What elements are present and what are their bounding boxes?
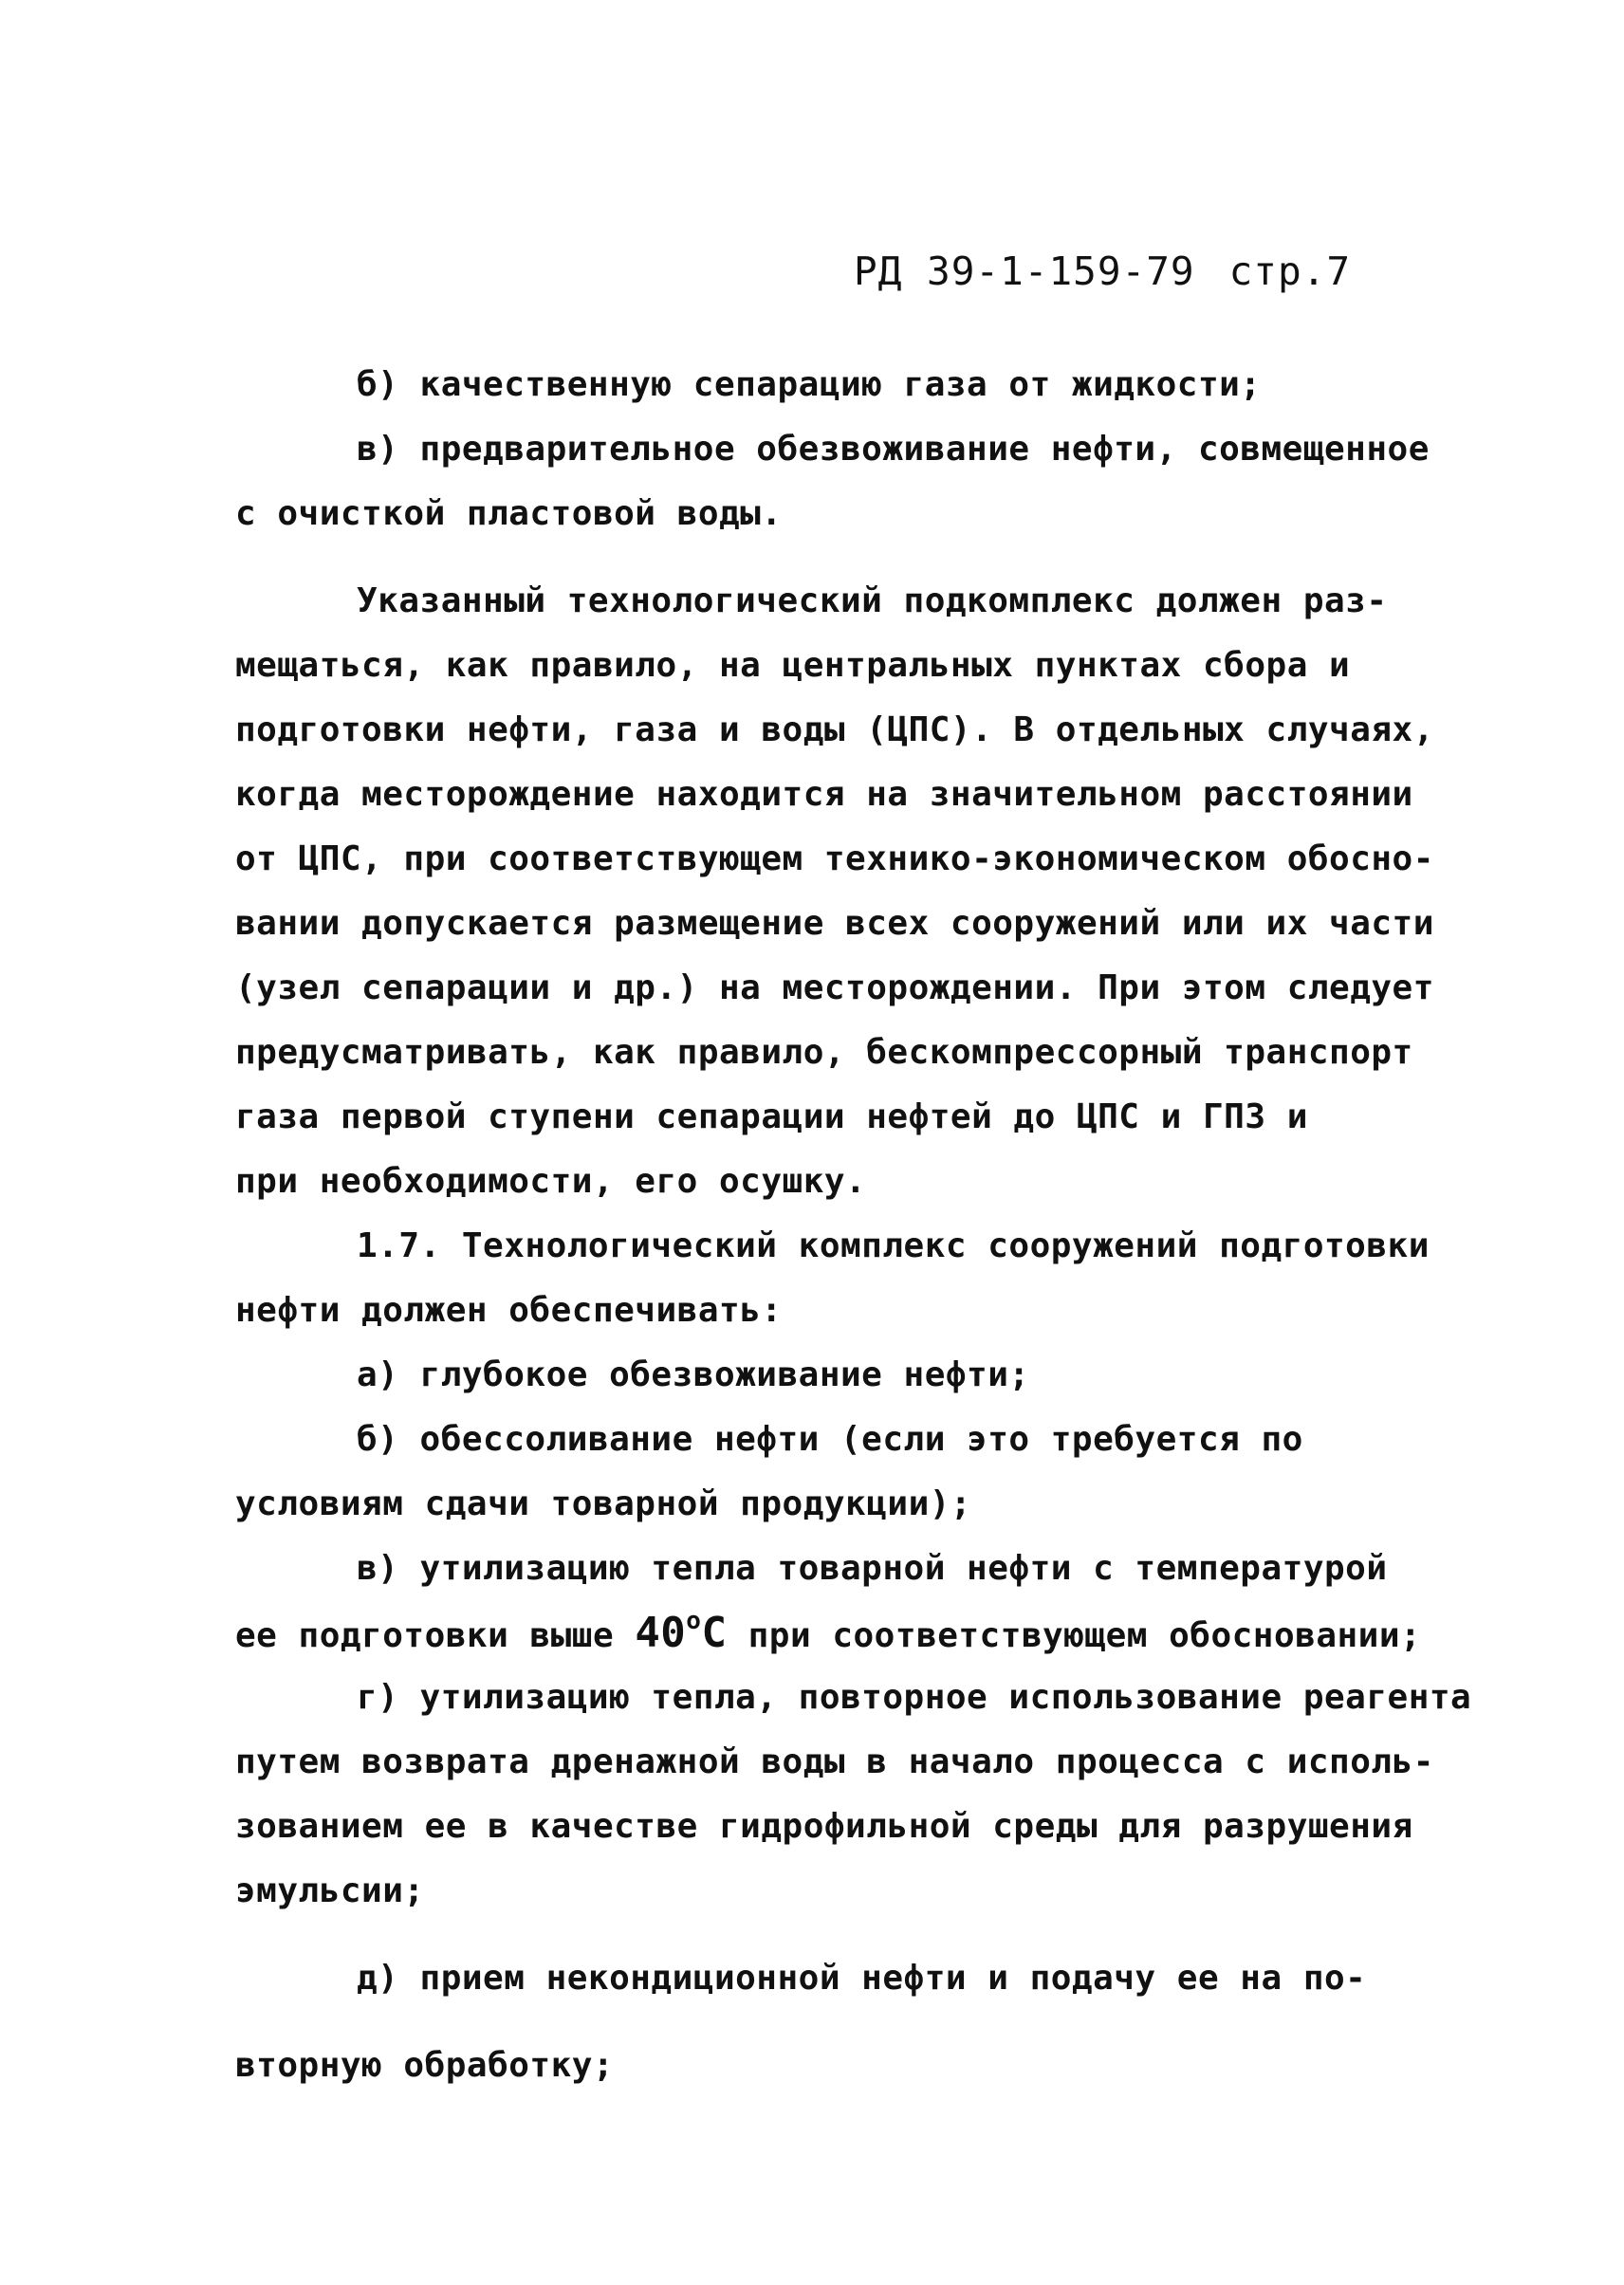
item-v-dehydration: в) предварительное обезвоживание нефти, совмещенное [357, 430, 1430, 469]
item-v-heat-utilization: в) утилизацию тепла товарной нефти с температурой [357, 1549, 1388, 1588]
text-line: мещаться, как правило, на центральных пунктах сбора и [235, 646, 1351, 685]
document-code: РД 39-1-159-79 [854, 249, 1195, 294]
item-b-desalting: б) обессоливание нефти (если это требуется по [357, 1420, 1303, 1459]
text-line: предусматривать, как правило, бескомпрессорный транспорт [235, 1033, 1413, 1072]
temperature-unit: C [701, 1609, 728, 1657]
paragraph-subcomplex [235, 569, 1434, 1214]
text-line: от ЦПС, при соответствующем технико-экономическом обосно- [235, 839, 1434, 878]
text-line: путем возврата дренажной воды в начало процесса с исполь- [235, 1742, 1434, 1781]
temperature-value: 40 [635, 1609, 687, 1657]
item-a-deep-dehydration: а) глубокое обезвоживание нефти; [357, 1355, 1030, 1394]
item-d-offspec-oil: д) прием некондиционной нефти и подачу ее на по- [357, 1959, 1367, 1998]
text-line: условиям сдачи товарной продукции); [235, 1484, 972, 1523]
text-line: (узел сепарации и др.) на месторождении. При этом следует [235, 968, 1434, 1007]
item-g-reagent-reuse: г) утилизацию тепла, повторное использование реагента [357, 1678, 1472, 1717]
text-line: вании допускается размещение всех сооружений или их части [235, 904, 1434, 943]
degree-sign: o [686, 1607, 702, 1635]
text-line: зованием ее в качестве гидрофильной среды для разрушения [235, 1807, 1413, 1846]
item-b-separation: б) качественную сепарацию газа от жидкости; [357, 365, 1262, 404]
text-line: подготовки нефти, газа и воды (ЦПС). В отдельных случаях, [235, 710, 1434, 749]
page-number: стр.7 [1228, 249, 1351, 294]
text-line-temperature [235, 1601, 1422, 1666]
section-1-7-heading: 1.7. Технологический комплекс сооружений подготовки [357, 1226, 1430, 1265]
text-line: когда месторождение находится на значительном расстоянии [235, 775, 1413, 814]
text-line: газа первой ступени сепарации нефтей до ЦПС и ГПЗ и [235, 1097, 1308, 1136]
text-line: с очисткой пластовой воды. [235, 494, 783, 533]
page-header [854, 249, 1351, 294]
text-line: эмульсии; [235, 1871, 425, 1910]
text-line: нефти должен обеспечивать: [235, 1291, 783, 1330]
text-line: Указанный технологический подкомплекс должен раз- [357, 581, 1388, 620]
text-fragment: при соответствующем обосновании; [727, 1616, 1422, 1655]
text-line: вторную обработку; [235, 2046, 615, 2085]
document-body [235, 353, 1472, 2098]
text-fragment: ее подготовки выше [235, 1616, 636, 1655]
text-line: при необходимости, его осушку. [235, 1162, 867, 1201]
